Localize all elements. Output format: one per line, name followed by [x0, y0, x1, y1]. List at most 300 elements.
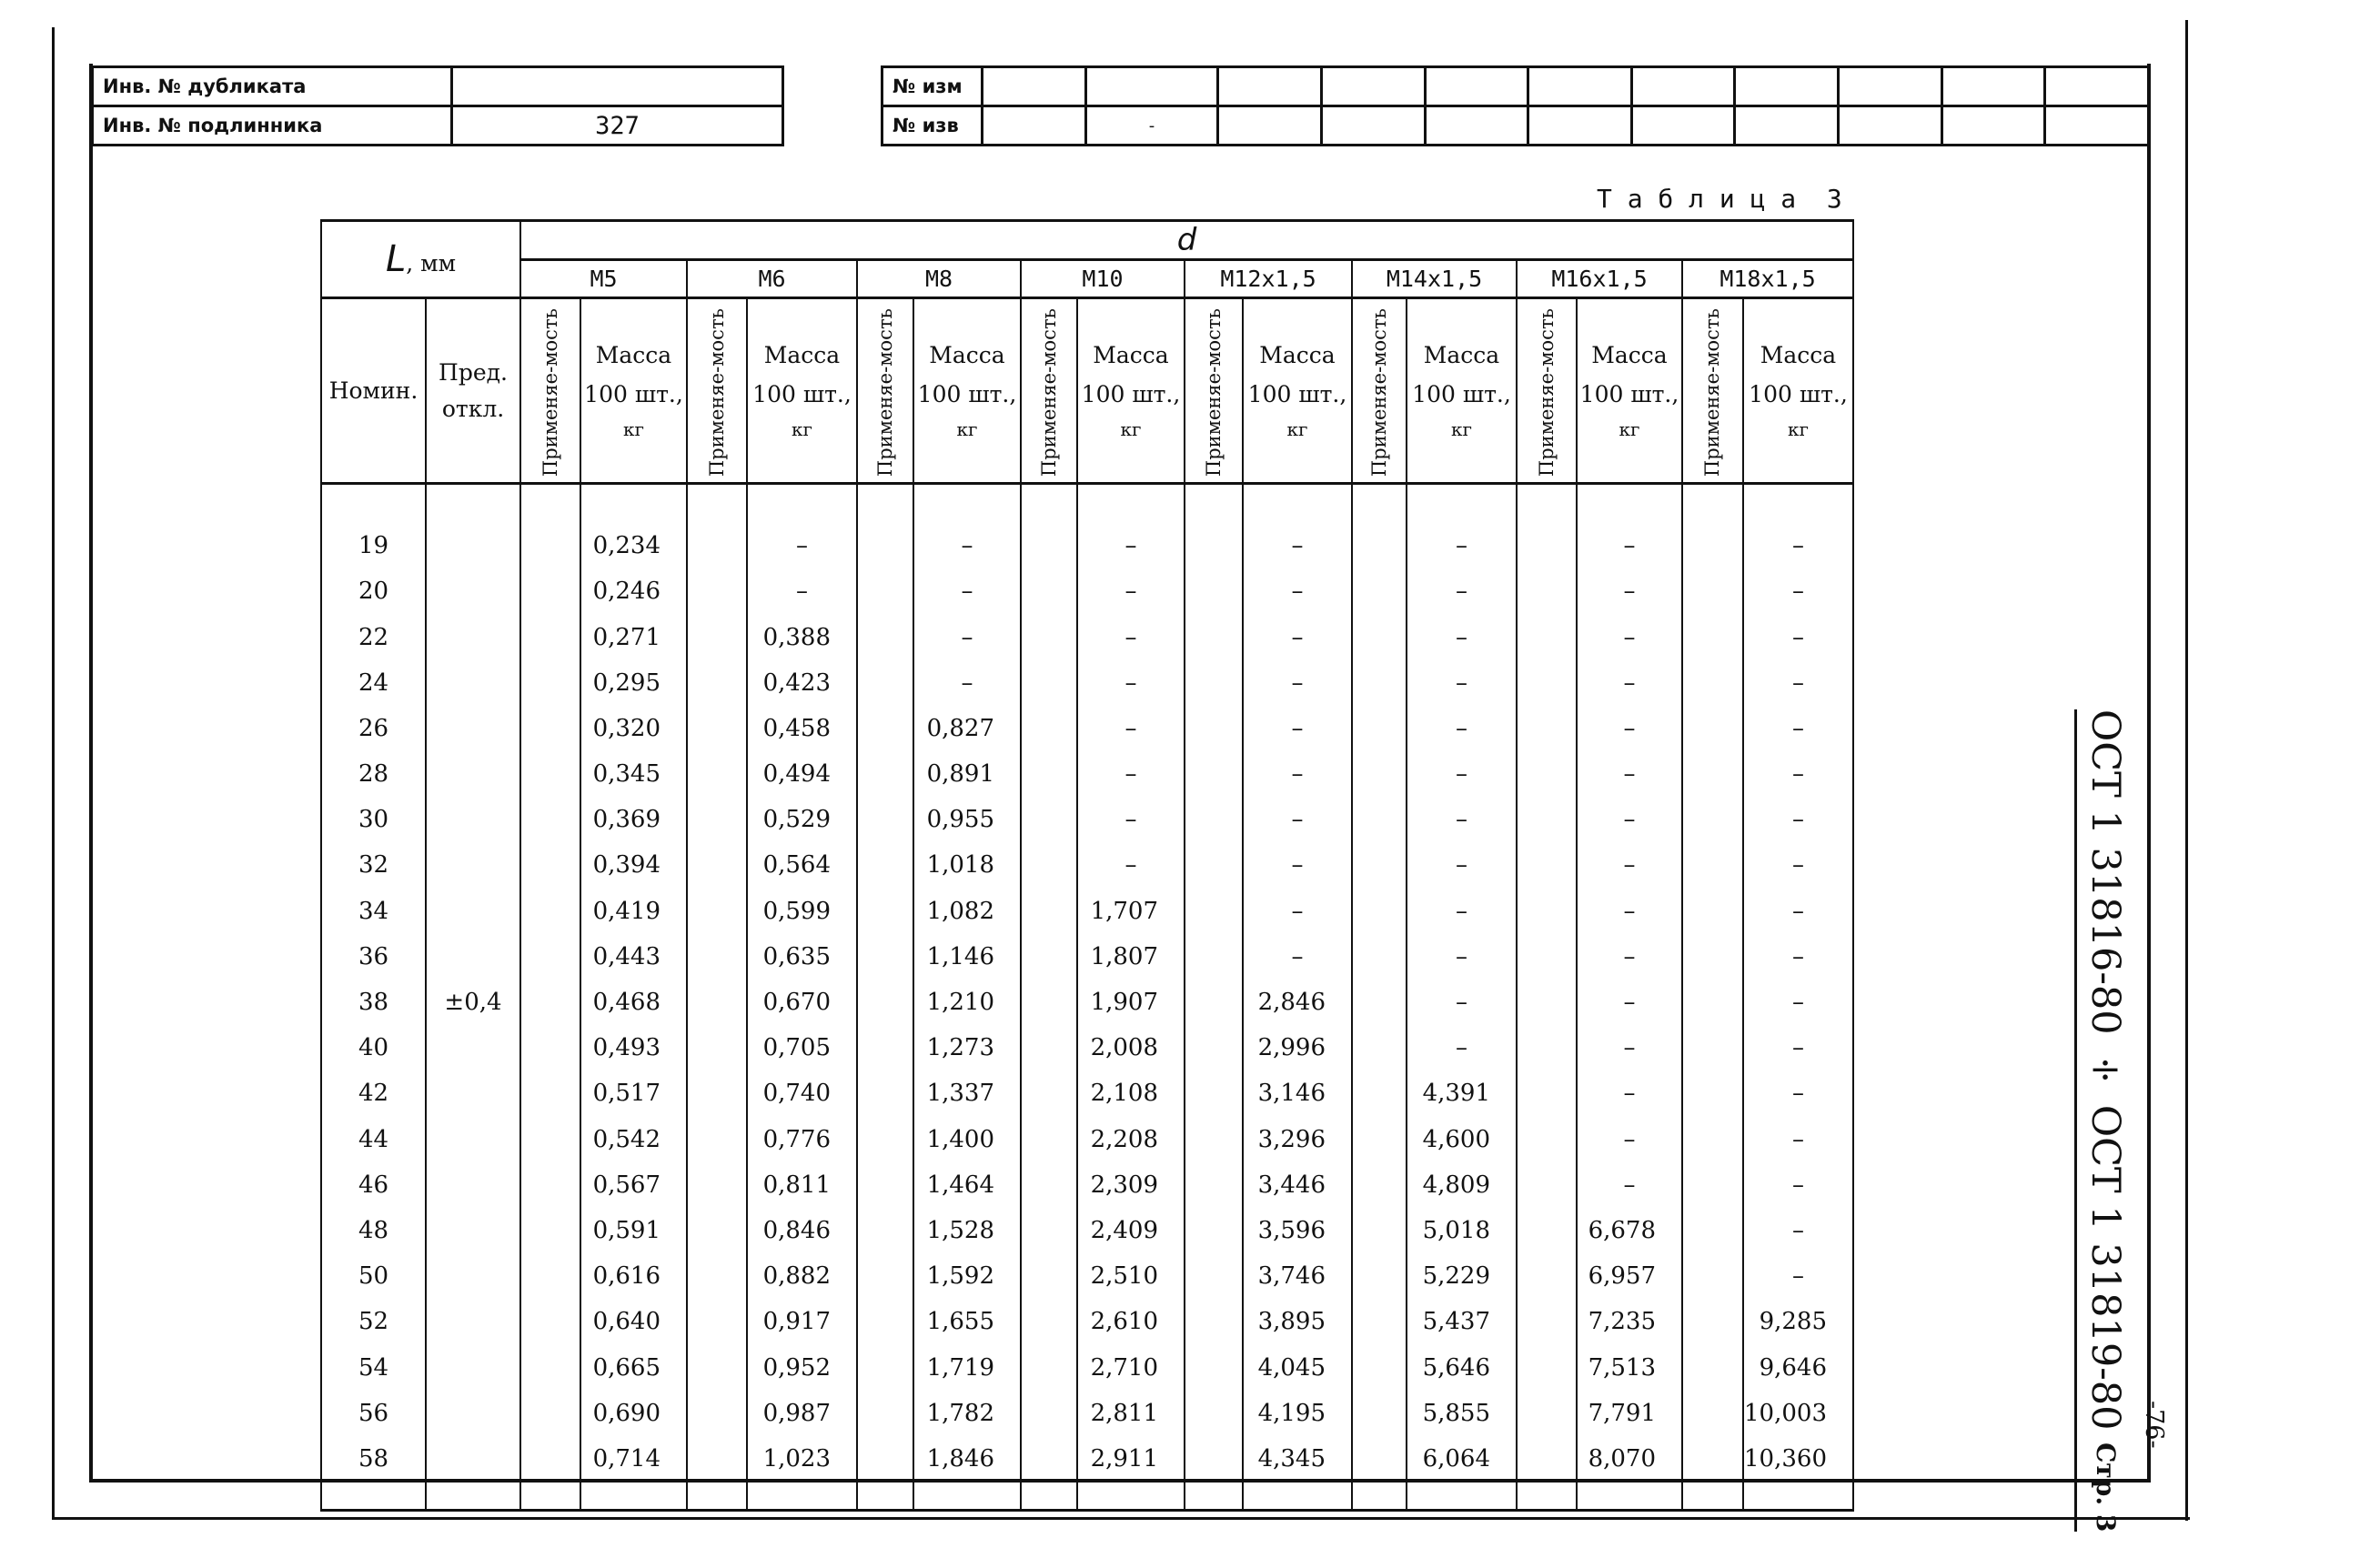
applicability-cell [1021, 1070, 1077, 1116]
applicability-cell [1021, 568, 1077, 614]
mass-cell: 0,271 [580, 614, 687, 659]
applicability-cell [1021, 614, 1077, 659]
applicability-cell [857, 1344, 913, 1390]
applicability-cell [1185, 1391, 1243, 1436]
applicability-header [1185, 298, 1243, 484]
mass-header-line: Масса [1760, 342, 1837, 369]
applicability-cell [1185, 568, 1243, 614]
table-row [321, 889, 1853, 934]
table-row [321, 1344, 1853, 1390]
applicability-cell [1352, 660, 1407, 706]
mass-cell: – [1577, 660, 1682, 706]
applicability-cell [687, 1117, 747, 1162]
nominal-length: 54 [321, 1344, 426, 1390]
applicability-cell [1352, 889, 1407, 934]
mass-cell: – [1407, 751, 1517, 797]
applicability-header-text: Применяе-мость [539, 308, 561, 477]
applicability-cell [1185, 1070, 1243, 1116]
applicability-cell [1021, 842, 1077, 888]
applicability-cell [1185, 614, 1243, 659]
applicability-cell [857, 889, 913, 934]
mass-cell: – [1407, 934, 1517, 980]
length-unit: , мм [406, 250, 457, 276]
applicability-cell [857, 1070, 913, 1116]
applicability-cell [1517, 1025, 1577, 1070]
mass-cell: 3,596 [1243, 1208, 1352, 1253]
tolerance-cell [426, 1117, 520, 1162]
nominal-length: 48 [321, 1208, 426, 1253]
table-row [321, 1253, 1853, 1299]
mass-cell: – [913, 614, 1021, 659]
applicability-cell [1185, 1025, 1243, 1070]
mass-cell: 5,437 [1407, 1299, 1517, 1344]
mass-header-line: кг [792, 418, 812, 441]
applicability-cell [520, 1344, 580, 1390]
mass-cell: 1,782 [913, 1391, 1021, 1436]
size-header: М14х1,5 [1352, 260, 1517, 298]
mass-cell: – [1743, 523, 1853, 568]
mass-header-line: 100 шт., [1412, 380, 1511, 407]
applicability-cell [1517, 660, 1577, 706]
mass-cell: – [1243, 523, 1352, 568]
frame-left-line [52, 27, 55, 1519]
mass-cell: – [1577, 523, 1682, 568]
size-header: М12х1,5 [1185, 260, 1352, 298]
tolerance-cell [426, 1025, 520, 1070]
mass-cell: 2,409 [1077, 1208, 1185, 1253]
nominal-length: 56 [321, 1391, 426, 1436]
applicability-cell [1682, 751, 1743, 797]
applicability-cell [1682, 1025, 1743, 1070]
applicability-cell [687, 523, 747, 568]
nominal-length: 52 [321, 1299, 426, 1344]
applicability-cell [857, 706, 913, 751]
mass-cell: – [1407, 523, 1517, 568]
applicability-cell [687, 660, 747, 706]
mass-cell: – [1743, 934, 1853, 980]
mass-cell: – [1077, 568, 1185, 614]
mass-cell: 0,394 [580, 842, 687, 888]
applicability-cell [1021, 660, 1077, 706]
mass-cell: – [1243, 889, 1352, 934]
mass-cell: 0,952 [747, 1344, 857, 1390]
mass-header-line: кг [956, 418, 978, 441]
mass-cell: – [1077, 751, 1185, 797]
mass-cell: – [1743, 568, 1853, 614]
applicability-cell [1185, 1162, 1243, 1208]
page-label: Стр. 3 [2091, 1442, 2121, 1533]
mass-cell: – [1743, 1117, 1853, 1162]
applicability-cell [520, 1391, 580, 1436]
applicability-cell [1185, 1436, 1243, 1482]
mass-cell: – [1243, 706, 1352, 751]
mass-cell: – [1577, 1025, 1682, 1070]
applicability-cell [1021, 523, 1077, 568]
inv-original-value: 327 [452, 106, 783, 146]
applicability-cell [1517, 614, 1577, 659]
mass-cell: 0,591 [580, 1208, 687, 1253]
applicability-header [1352, 298, 1407, 484]
table-row [321, 980, 1853, 1025]
tolerance-cell [426, 1299, 520, 1344]
mass-cell: – [1243, 842, 1352, 888]
applicability-cell [520, 934, 580, 980]
mass-cell: 0,246 [580, 568, 687, 614]
tolerance-cell [426, 1070, 520, 1116]
mass-cell: 0,955 [913, 797, 1021, 842]
applicability-cell [857, 568, 913, 614]
mass-cell: 7,235 [1577, 1299, 1682, 1344]
mass-cell: 1,210 [913, 980, 1021, 1025]
mass-cell: 1,464 [913, 1162, 1021, 1208]
table-row [321, 1025, 1853, 1070]
mass-cell: – [1077, 614, 1185, 659]
applicability-cell [1517, 1299, 1577, 1344]
mass-cell: – [1743, 751, 1853, 797]
izm-label: № изм [882, 67, 983, 106]
frame-right-line [2147, 64, 2151, 1483]
mass-cell: 0,846 [747, 1208, 857, 1253]
applicability-cell [1352, 842, 1407, 888]
applicability-cell [1352, 523, 1407, 568]
applicability-cell [1185, 934, 1243, 980]
table-row [321, 1208, 1853, 1253]
table-row [321, 751, 1853, 797]
mass-cell: – [1077, 797, 1185, 842]
mass-cell: – [747, 568, 857, 614]
applicability-cell [1352, 1344, 1407, 1390]
mass-header [1077, 298, 1185, 484]
applicability-cell [1682, 1208, 1743, 1253]
table-row [321, 523, 1853, 568]
mass-cell: – [1743, 842, 1853, 888]
mass-cell: 1,023 [747, 1436, 857, 1482]
mass-cell: 1,592 [913, 1253, 1021, 1299]
frame-inner-left-line [89, 64, 93, 1483]
mass-cell: 4,195 [1243, 1391, 1352, 1436]
applicability-cell [1517, 934, 1577, 980]
applicability-cell [687, 1299, 747, 1344]
mass-cell: – [1243, 660, 1352, 706]
mass-cell: 1,807 [1077, 934, 1185, 980]
applicability-cell [1517, 1344, 1577, 1390]
applicability-cell [857, 797, 913, 842]
mass-cell: 0,714 [580, 1436, 687, 1482]
applicability-cell [1021, 889, 1077, 934]
mass-cell: – [913, 660, 1021, 706]
mass-cell: – [1077, 842, 1185, 888]
mass-cell: 0,419 [580, 889, 687, 934]
applicability-cell [520, 889, 580, 934]
mass-header [747, 298, 857, 484]
mass-cell: 0,388 [747, 614, 857, 659]
applicability-header-text: Применяе-мость [873, 308, 896, 477]
mass-cell: 0,670 [747, 980, 857, 1025]
mass-cell: – [1577, 797, 1682, 842]
tolerance-cell [426, 1436, 520, 1482]
mass-cell: 1,337 [913, 1070, 1021, 1116]
applicability-cell [1352, 1070, 1407, 1116]
applicability-cell [687, 797, 747, 842]
applicability-cell [1682, 1162, 1743, 1208]
mass-header-line: Масса [1093, 342, 1169, 369]
nominal-length: 19 [321, 523, 426, 568]
mass-header-line: 100 шт., [584, 380, 683, 407]
mass-cell: 2,811 [1077, 1391, 1185, 1436]
applicability-cell [1352, 706, 1407, 751]
applicability-cell [857, 1436, 913, 1482]
mass-cell: 3,296 [1243, 1117, 1352, 1162]
mass-cell: 6,678 [1577, 1208, 1682, 1253]
frame-outer-bottom-line [52, 1517, 2190, 1520]
mass-cell: – [1743, 1070, 1853, 1116]
mass-table [320, 219, 1854, 1512]
mass-cell: – [1407, 660, 1517, 706]
applicability-cell [1352, 1299, 1407, 1344]
mass-cell: – [1243, 797, 1352, 842]
nominal-length: 24 [321, 660, 426, 706]
applicability-cell [1021, 1162, 1077, 1208]
applicability-cell [520, 706, 580, 751]
tolerance-cell [426, 797, 520, 842]
mass-header-line: Масса [1423, 342, 1500, 369]
mass-cell: 0,690 [580, 1391, 687, 1436]
mass-cell: 5,646 [1407, 1344, 1517, 1390]
applicability-cell [520, 614, 580, 659]
applicability-cell [520, 1070, 580, 1116]
applicability-cell [687, 568, 747, 614]
nominal-length: 42 [321, 1070, 426, 1116]
mass-cell: – [1407, 797, 1517, 842]
mass-cell: 0,234 [580, 523, 687, 568]
mass-cell: 6,957 [1577, 1253, 1682, 1299]
table-title: Т а б л и ц а 3 [1597, 184, 1842, 214]
mass-cell: 1,146 [913, 934, 1021, 980]
tolerance-cell [426, 1344, 520, 1390]
mass-header-line: Масса [1591, 342, 1668, 369]
applicability-header [1021, 298, 1077, 484]
mass-cell: – [1407, 1025, 1517, 1070]
applicability-cell [1682, 523, 1743, 568]
nominal-length: 38 [321, 980, 426, 1025]
size-header: М8 [857, 260, 1021, 298]
applicability-cell [1021, 751, 1077, 797]
applicability-cell [1352, 614, 1407, 659]
mass-cell: 0,468 [580, 980, 687, 1025]
mass-cell: 0,882 [747, 1253, 857, 1299]
mass-cell: – [1577, 1117, 1682, 1162]
mass-cell: 0,705 [747, 1025, 857, 1070]
mass-cell: 3,146 [1243, 1070, 1352, 1116]
applicability-cell [1517, 980, 1577, 1025]
applicability-header-text: Применяе-мость [1202, 308, 1225, 477]
mass-header-line: Масса [763, 342, 841, 369]
mass-cell: 0,517 [580, 1070, 687, 1116]
applicability-cell [687, 842, 747, 888]
mass-cell: – [1577, 842, 1682, 888]
mass-cell: 3,446 [1243, 1162, 1352, 1208]
mass-header-line: 100 шт., [1579, 380, 1679, 407]
applicability-cell [1682, 568, 1743, 614]
applicability-cell [857, 660, 913, 706]
applicability-cell [857, 614, 913, 659]
applicability-cell [857, 751, 913, 797]
applicability-cell [687, 889, 747, 934]
revision-stamp [881, 65, 2150, 146]
applicability-cell [857, 1391, 913, 1436]
applicability-cell [1185, 1299, 1243, 1344]
nominal-length: 50 [321, 1253, 426, 1299]
applicability-cell [1185, 706, 1243, 751]
applicability-cell [1682, 980, 1743, 1025]
tolerance-cell: ±0,4 [426, 980, 520, 1025]
applicability-cell [1682, 797, 1743, 842]
inv-duplicate-label: Инв. № дубликата [93, 67, 452, 106]
applicability-cell [1352, 980, 1407, 1025]
mass-cell: – [1077, 660, 1185, 706]
applicability-cell [520, 1299, 580, 1344]
mass-cell: 0,987 [747, 1391, 857, 1436]
mass-cell: 0,443 [580, 934, 687, 980]
mass-cell: 0,776 [747, 1117, 857, 1162]
mass-cell: 0,616 [580, 1253, 687, 1299]
mass-header-line: кг [1788, 418, 1809, 441]
applicability-cell [1021, 1208, 1077, 1253]
size-header: М18х1,5 [1682, 260, 1853, 298]
mass-cell: 0,827 [913, 706, 1021, 751]
tolerance-cell [426, 934, 520, 980]
applicability-cell [1682, 934, 1743, 980]
applicability-cell [520, 1253, 580, 1299]
mass-cell: 0,917 [747, 1299, 857, 1344]
applicability-cell [1021, 1253, 1077, 1299]
size-header: М16х1,5 [1517, 260, 1682, 298]
applicability-cell [520, 751, 580, 797]
mass-cell: 2,911 [1077, 1436, 1185, 1482]
mass-cell: 0,320 [580, 706, 687, 751]
mass-cell: 9,285 [1743, 1299, 1853, 1344]
mass-cell: – [1577, 934, 1682, 980]
applicability-header-text: Применяе-мость [1535, 308, 1558, 477]
mass-cell: 8,070 [1577, 1436, 1682, 1482]
applicability-cell [1185, 660, 1243, 706]
mass-cell: 0,493 [580, 1025, 687, 1070]
mass-header-line: 100 шт., [917, 380, 1017, 407]
applicability-cell [1021, 797, 1077, 842]
mass-header-line: 100 шт., [1081, 380, 1181, 407]
inv-original-label: Инв. № подлинника [93, 106, 452, 146]
nominal-length: 58 [321, 1436, 426, 1482]
mass-cell: 3,746 [1243, 1253, 1352, 1299]
applicability-cell [857, 934, 913, 980]
mass-cell: 2,610 [1077, 1299, 1185, 1344]
mass-cell: – [1743, 706, 1853, 751]
mass-cell: – [1577, 614, 1682, 659]
applicability-cell [520, 797, 580, 842]
mass-cell: 0,740 [747, 1070, 857, 1116]
applicability-header [1682, 298, 1743, 484]
mass-cell: 2,208 [1077, 1117, 1185, 1162]
mass-cell: 0,599 [747, 889, 857, 934]
nominal-length: 20 [321, 568, 426, 614]
mass-cell: – [1577, 1070, 1682, 1116]
mass-cell: 0,640 [580, 1299, 687, 1344]
applicability-cell [687, 1253, 747, 1299]
mass-header-line: кг [1451, 418, 1472, 441]
applicability-cell [1352, 1208, 1407, 1253]
applicability-header-text: Применяе-мость [705, 308, 728, 477]
applicability-cell [1021, 980, 1077, 1025]
applicability-cell [687, 706, 747, 751]
nominal-length: 30 [321, 797, 426, 842]
mass-header-line: кг [1286, 418, 1308, 441]
mass-header [1577, 298, 1682, 484]
nominal-length: 40 [321, 1025, 426, 1070]
applicability-cell [1352, 934, 1407, 980]
applicability-header-text: Применяе-мость [1367, 308, 1390, 477]
mass-cell: – [747, 523, 857, 568]
table-row [321, 568, 1853, 614]
applicability-cell [687, 614, 747, 659]
applicability-cell [1682, 1070, 1743, 1116]
mass-cell: – [1407, 842, 1517, 888]
applicability-cell [1517, 889, 1577, 934]
applicability-cell [1682, 842, 1743, 888]
applicability-cell [1185, 1344, 1243, 1390]
mass-header [1407, 298, 1517, 484]
tolerance-cell [426, 614, 520, 659]
applicability-cell [520, 1117, 580, 1162]
mass-cell: 1,719 [913, 1344, 1021, 1390]
mass-cell: 4,345 [1243, 1436, 1352, 1482]
applicability-cell [1185, 797, 1243, 842]
applicability-cell [520, 980, 580, 1025]
table-row [321, 842, 1853, 888]
applicability-cell [1021, 1344, 1077, 1390]
mass-header-line: кг [1619, 418, 1640, 441]
mass-header-line: кг [1120, 418, 1142, 441]
applicability-cell [857, 1253, 913, 1299]
nominal-header: Номин. [321, 298, 426, 484]
inv-duplicate-value [452, 67, 783, 106]
applicability-cell [1352, 568, 1407, 614]
applicability-cell [1517, 1162, 1577, 1208]
mass-cell: 5,018 [1407, 1208, 1517, 1253]
size-header: М6 [687, 260, 857, 298]
mass-cell: 1,018 [913, 842, 1021, 888]
tolerance-cell [426, 1253, 520, 1299]
mass-cell: 0,891 [913, 751, 1021, 797]
tolerance-cell [426, 751, 520, 797]
table-row [321, 797, 1853, 842]
mass-cell: 0,542 [580, 1117, 687, 1162]
mass-cell: – [1743, 980, 1853, 1025]
mass-cell: 2,710 [1077, 1344, 1185, 1390]
nominal-length: 26 [321, 706, 426, 751]
applicability-cell [1352, 797, 1407, 842]
table-row [321, 1299, 1853, 1344]
mass-cell: 10,360 [1743, 1436, 1853, 1482]
size-header: М5 [520, 260, 687, 298]
table-row [321, 1391, 1853, 1436]
mass-cell: – [1077, 523, 1185, 568]
page-number: -76- [2140, 1401, 2168, 1449]
mass-cell: 4,809 [1407, 1162, 1517, 1208]
document-code-text: ОСТ 1 31816-80 ÷ ОСТ 1 31819-80 [2082, 709, 2128, 1431]
mass-cell: – [1743, 1025, 1853, 1070]
mass-header-line: 100 шт., [1247, 380, 1347, 407]
applicability-cell [1517, 1436, 1577, 1482]
